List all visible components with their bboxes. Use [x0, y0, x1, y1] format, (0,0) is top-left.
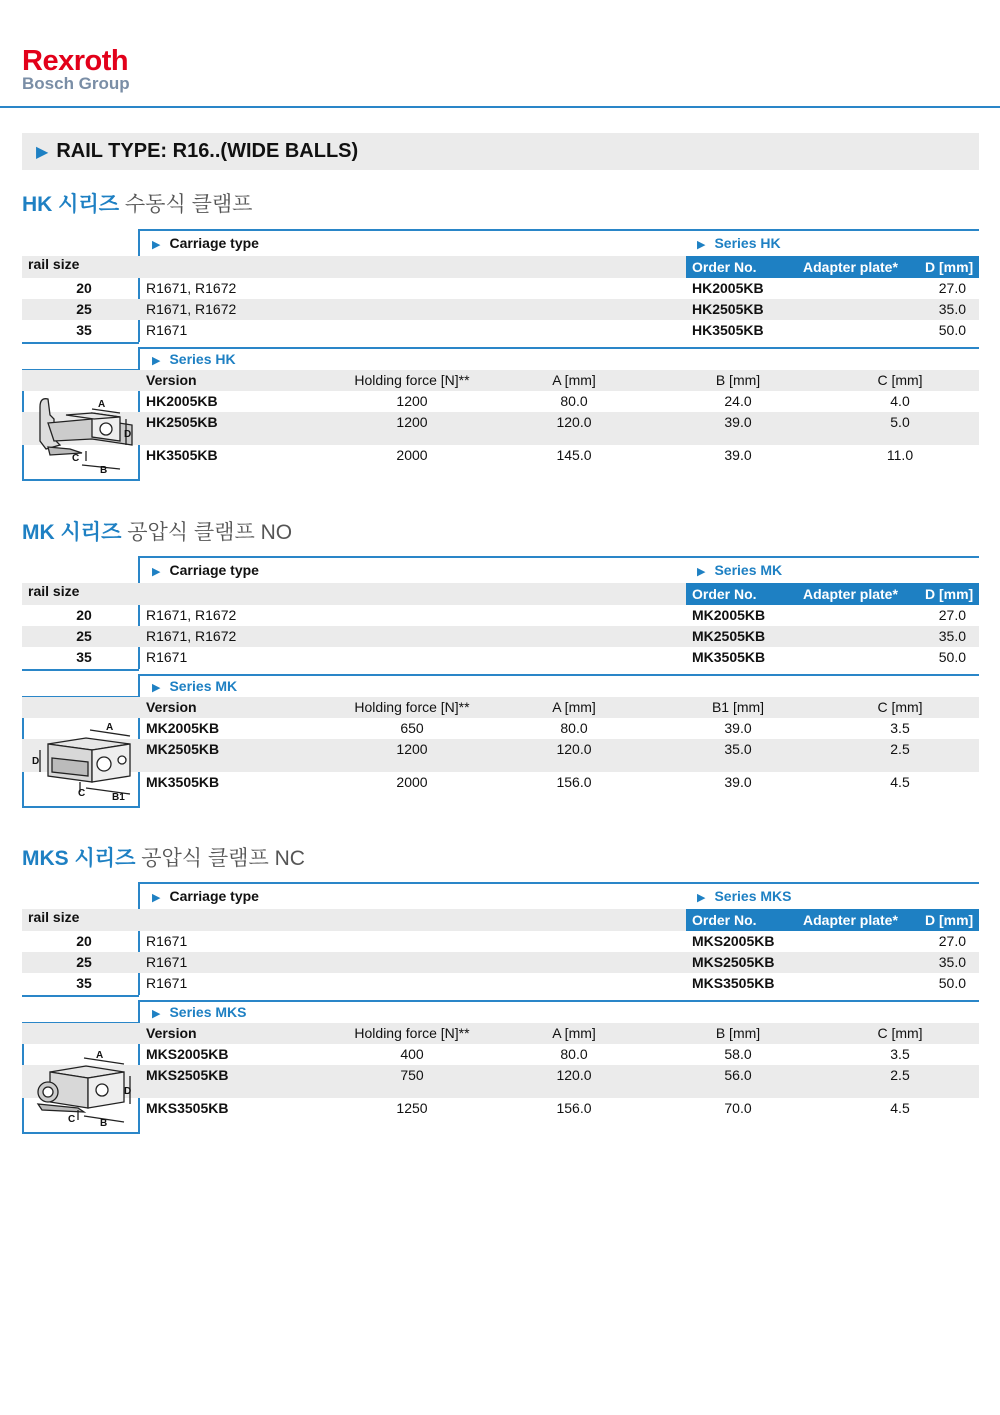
version-row: [22, 412, 979, 433]
c-header: C [mm]: [877, 372, 923, 388]
mk-clamp-diagram: [26, 706, 136, 802]
order-no-value: HK2505KB: [692, 301, 764, 317]
version-value: MK3505KB: [146, 774, 220, 790]
version-row: [22, 739, 979, 760]
mks-clamp-diagram: [26, 1032, 136, 1128]
diagram-label-b: B: [100, 1118, 108, 1128]
header-divider: [0, 106, 1000, 108]
d-value: 27.0: [938, 607, 966, 623]
force-value: 2000: [396, 447, 428, 463]
order-no-value: MK2005KB: [692, 607, 766, 623]
section-title-strong: MKS 시리즈: [22, 847, 136, 870]
version-row: [22, 391, 979, 412]
carriage-value: R1671: [146, 933, 188, 949]
version-value: MK2005KB: [146, 720, 220, 736]
a-value: 80.0: [560, 720, 588, 736]
version-value: MKS2505KB: [146, 1067, 229, 1083]
version-header: Version: [146, 1025, 197, 1041]
rail-row: [22, 952, 979, 973]
c-value: 4.0: [890, 393, 910, 409]
section-mks: [22, 882, 979, 1134]
order-header-box: [686, 256, 979, 278]
d-value: 35.0: [938, 301, 966, 317]
carriage-header-row: [22, 886, 979, 907]
version-row: [22, 772, 979, 793]
a-value: 156.0: [556, 774, 592, 790]
version-header-row: [22, 697, 979, 718]
d-value: 50.0: [938, 322, 966, 338]
a-header: A [mm]: [552, 1025, 596, 1041]
rail-size-value: 25: [76, 954, 92, 970]
b-value: 70.0: [724, 1100, 752, 1116]
holding-force-header: Holding force [N]**: [354, 699, 470, 715]
section-title-strong: MK 시리즈: [22, 521, 122, 544]
rail-type-bar: [22, 133, 979, 170]
triangle-icon: ▶: [36, 143, 49, 161]
version-series-label: ▶ Series MK: [152, 678, 238, 694]
version-row: [22, 1065, 979, 1086]
version-series-row: [22, 676, 979, 697]
triangle-icon: ▶: [697, 239, 706, 251]
carriage-value: R1671, R1672: [146, 280, 237, 296]
section-mk: [22, 556, 979, 808]
rail-size-label: rail size: [28, 256, 80, 272]
force-value: 1200: [396, 414, 428, 430]
a-value: 80.0: [560, 1046, 588, 1062]
diagram-label-a: A: [96, 1050, 104, 1061]
rail-size-value: 35: [76, 322, 92, 338]
version-value: MKS3505KB: [146, 1100, 229, 1116]
rail-size-label: rail size: [28, 583, 80, 599]
force-value: 650: [400, 720, 424, 736]
b-header: B [mm]: [715, 1025, 761, 1041]
carriage-type-label: ▶ Carriage type: [152, 888, 259, 904]
carriage-value: R1671: [146, 322, 188, 338]
triangle-icon: ▶: [152, 682, 161, 694]
diagram-label-d: D: [124, 1086, 132, 1097]
c-value: 4.5: [890, 774, 910, 790]
hk-clamp-diagram: [26, 379, 136, 475]
carriage-header-row: [22, 560, 979, 581]
a-value: 120.0: [556, 414, 592, 430]
triangle-icon: ▶: [152, 1008, 161, 1020]
version-row: [22, 1044, 979, 1065]
section-title-strong: HK 시리즈: [22, 193, 120, 216]
triangle-icon: ▶: [697, 892, 706, 904]
c-header: C [mm]: [877, 699, 923, 715]
a-value: 120.0: [556, 741, 592, 757]
b-value: 56.0: [724, 1067, 752, 1083]
version-series-row: [22, 349, 979, 370]
rail-size-value: 20: [76, 607, 92, 623]
adapter-plate-header: Adapter plate*: [803, 259, 898, 275]
diagram-label-b: B1: [112, 792, 125, 802]
d-value: 27.0: [938, 933, 966, 949]
b-header: B1 [mm]: [711, 699, 765, 715]
rail-size-value: 25: [76, 301, 92, 317]
section-title-light: 공압식 클램프 NC: [141, 847, 305, 870]
d-mm-header: D [mm]: [925, 912, 974, 928]
force-value: 1200: [396, 393, 428, 409]
carriage-value: R1671: [146, 649, 188, 665]
c-value: 11.0: [886, 447, 914, 463]
d-value: 35.0: [938, 954, 966, 970]
d-mm-header: D [mm]: [925, 259, 974, 275]
carriage-type-label: ▶ Carriage type: [152, 562, 259, 578]
rail-row: [22, 626, 979, 647]
rail-size-value: 25: [76, 628, 92, 644]
version-header: Version: [146, 699, 197, 715]
rail-size-value: 20: [76, 933, 92, 949]
b-value: 24.0: [724, 393, 752, 409]
rail-row: [22, 299, 979, 320]
adapter-plate-header: Adapter plate*: [803, 586, 898, 602]
order-header-box: [686, 909, 979, 931]
a-value: 156.0: [556, 1100, 592, 1116]
adapter-plate-header: Adapter plate*: [803, 912, 898, 928]
order-header-box: [686, 583, 979, 605]
version-row: [22, 1098, 979, 1119]
b-value: 58.0: [724, 1046, 752, 1062]
a-value: 120.0: [556, 1067, 592, 1083]
order-no-value: MKS3505KB: [692, 975, 775, 991]
order-no-value: HK2005KB: [692, 280, 764, 296]
carriage-type-label: ▶ Carriage type: [152, 235, 259, 251]
rail-size-value: 35: [76, 975, 92, 991]
force-value: 2000: [396, 774, 428, 790]
triangle-icon: ▶: [152, 239, 161, 251]
diagram-label-c: C: [72, 453, 80, 464]
rail-size-value: 20: [76, 280, 92, 296]
a-header: A [mm]: [552, 699, 596, 715]
version-value: MK2505KB: [146, 741, 220, 757]
order-header-row: [22, 909, 979, 931]
d-value: 50.0: [938, 975, 966, 991]
order-no-value: MK3505KB: [692, 649, 766, 665]
d-value: 27.0: [938, 280, 966, 296]
force-value: 750: [400, 1067, 424, 1083]
order-no-header: Order No.: [692, 586, 757, 602]
rail-row: [22, 647, 979, 668]
order-no-value: HK3505KB: [692, 322, 764, 338]
d-mm-header: D [mm]: [925, 586, 974, 602]
series-label: ▶ Series HK: [697, 235, 781, 251]
diagram-label-a: A: [106, 722, 114, 733]
logo-brand: Rexroth: [22, 45, 129, 77]
order-no-header: Order No.: [692, 259, 757, 275]
c-value: 5.0: [890, 414, 910, 430]
diagram-label-c: C: [78, 788, 86, 799]
c-value: 3.5: [890, 720, 910, 736]
version-row: [22, 718, 979, 739]
rail-row: [22, 278, 979, 299]
carriage-value: R1671, R1672: [146, 628, 237, 644]
carriage-value: R1671: [146, 975, 188, 991]
force-value: 1250: [396, 1100, 428, 1116]
diagram-label-c: C: [68, 1114, 76, 1125]
triangle-icon: ▶: [152, 355, 161, 367]
carriage-header-row: [22, 233, 979, 254]
diagram-label-b: B: [100, 465, 108, 475]
version-header: Version: [146, 372, 197, 388]
section-title-hk: [22, 188, 252, 218]
rail-size-label: rail size: [28, 909, 80, 925]
b-header: B [mm]: [715, 372, 761, 388]
triangle-icon: ▶: [152, 566, 161, 578]
rail-row: [22, 973, 979, 994]
a-value: 145.0: [556, 447, 592, 463]
triangle-icon: ▶: [152, 892, 161, 904]
b-value: 39.0: [724, 774, 752, 790]
force-value: 1200: [396, 741, 428, 757]
series-label: ▶ Series MK: [697, 562, 783, 578]
carriage-value: R1671, R1672: [146, 607, 237, 623]
section-title-mk: [22, 516, 292, 546]
d-value: 35.0: [938, 628, 966, 644]
rail-type-label: RAIL TYPE: R16..(WIDE BALLS): [56, 140, 359, 162]
version-value: HK2005KB: [146, 393, 218, 409]
order-header-row: [22, 583, 979, 605]
version-value: MKS2005KB: [146, 1046, 229, 1062]
b-value: 39.0: [724, 414, 752, 430]
series-label: ▶ Series MKS: [697, 888, 792, 904]
b-value: 35.0: [724, 741, 752, 757]
version-series-label: ▶ Series HK: [152, 351, 236, 367]
b-value: 39.0: [724, 720, 752, 736]
order-no-header: Order No.: [692, 912, 757, 928]
rail-row: [22, 931, 979, 952]
section-title-light: 수동식 클램프: [124, 193, 253, 216]
section-title-mks: [22, 842, 305, 872]
carriage-value: R1671, R1672: [146, 301, 237, 317]
c-value: 2.5: [890, 741, 910, 757]
version-header-row: [22, 370, 979, 391]
triangle-icon: ▶: [697, 566, 706, 578]
version-value: HK2505KB: [146, 414, 218, 430]
holding-force-header: Holding force [N]**: [354, 372, 470, 388]
b-value: 39.0: [724, 447, 752, 463]
section-hk: [22, 229, 979, 481]
force-value: 400: [400, 1046, 424, 1062]
version-series-row: [22, 1002, 979, 1023]
order-header-row: [22, 256, 979, 278]
order-no-value: MKS2005KB: [692, 933, 775, 949]
version-series-label: ▶ Series MKS: [152, 1004, 247, 1020]
section-title-light: 공압식 클램프 NO: [127, 521, 293, 544]
rail-size-value: 35: [76, 649, 92, 665]
d-value: 50.0: [938, 649, 966, 665]
c-value: 2.5: [890, 1067, 910, 1083]
version-value: HK3505KB: [146, 447, 218, 463]
diagram-label-d: D: [32, 756, 40, 767]
rail-row: [22, 605, 979, 626]
order-no-value: MK2505KB: [692, 628, 766, 644]
order-no-value: MKS2505KB: [692, 954, 775, 970]
carriage-value: R1671: [146, 954, 188, 970]
logo-group: Bosch Group: [22, 74, 130, 93]
version-row: [22, 445, 979, 466]
rexroth-logo: [22, 46, 130, 94]
a-value: 80.0: [560, 393, 588, 409]
diagram-label-a: A: [98, 399, 106, 410]
a-header: A [mm]: [552, 372, 596, 388]
c-value: 3.5: [890, 1046, 910, 1062]
diagram-label-d: D: [124, 429, 132, 440]
rail-row: [22, 320, 979, 341]
c-value: 4.5: [890, 1100, 910, 1116]
c-header: C [mm]: [877, 1025, 923, 1041]
version-header-row: [22, 1023, 979, 1044]
holding-force-header: Holding force [N]**: [354, 1025, 470, 1041]
